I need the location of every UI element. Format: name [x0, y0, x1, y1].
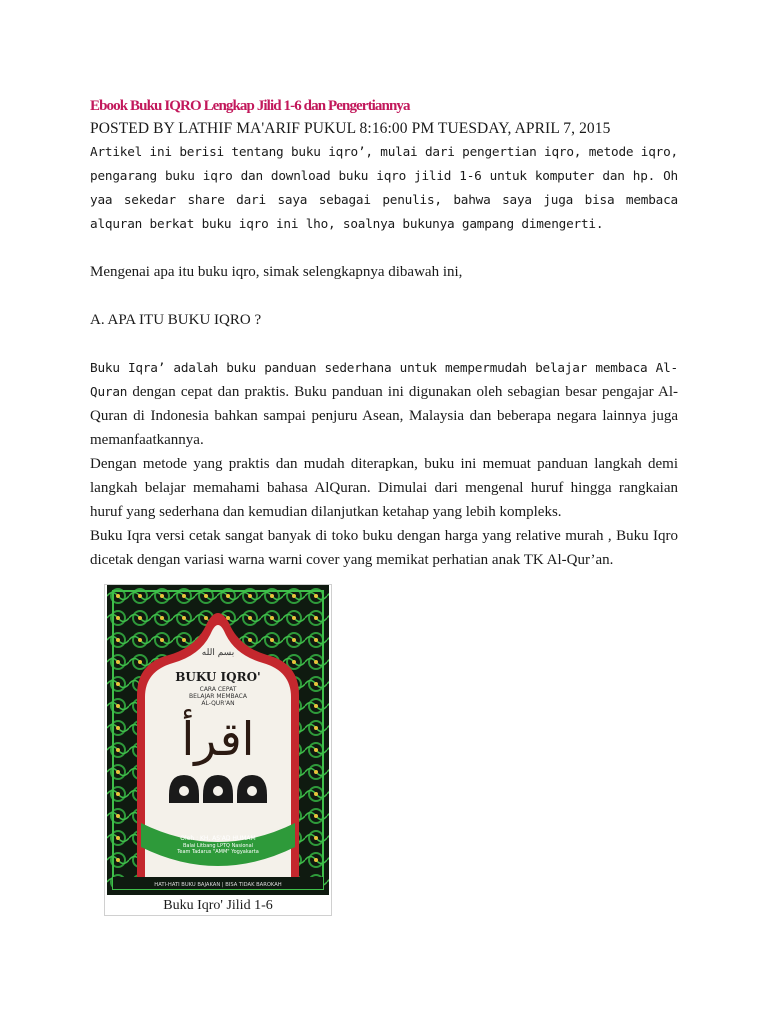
paragraph-definition-lead: Buku Iqra’ adalah buku panduan sederhana untuk mempermudah belajar membaca Al-Quran	[90, 360, 678, 399]
cover-title: BUKU IQRO'	[175, 670, 261, 684]
cover-domes	[169, 775, 267, 803]
cover-calligraphy: بسم الله	[201, 648, 235, 658]
cover-subtitle-1: CARA CEPAT	[199, 686, 237, 693]
paragraph-method: Dengan metode yang praktis dan mudah diterapkan, buku ini memuat panduan langkah demi langkah belajar memahami bahasa AlQuran. Dimulai dari mengenal huruf hingga rangkaian huruf yang sederhana dan kemudian dilanjutkan ketahap yang lebih kompleks.	[90, 456, 678, 520]
cover-author-2: Balai Litbang LPTQ Nasional	[182, 843, 254, 849]
paragraph-definition	[90, 356, 678, 452]
intro-paragraph	[90, 140, 678, 236]
book-cover-illustration	[107, 585, 329, 895]
cover-subtitle-2: BELAJAR MEMBACA	[189, 693, 247, 700]
cover-subtitle-3: AL-QUR'AN	[201, 700, 235, 707]
article	[90, 96, 678, 572]
article-title[interactable]: Ebook Buku IQRO Lengkap Jilid 1-6 dan Pengertiannya	[90, 98, 410, 114]
cover-footer: HATI-HATI BUKU BAJAKAN | BISA TIDAK BAROKAH	[154, 882, 282, 888]
section-heading: A. APA ITU BUKU IQRO ?	[90, 312, 262, 328]
paragraph-print: Buku Iqra versi cetak sangat banyak di toko buku dengan harga yang relative murah , Buku Iqro dicetak dengan variasi warna warni cover yang memikat perhatian anak TK Al-Qur’an.	[90, 528, 678, 568]
cover-author-1: Oleh : KH. AS'AD HUMAM	[180, 835, 256, 842]
paragraph-definition-rest: dengan cepat dan praktis. Buku panduan ini digunakan oleh sebagian besar pengajar Al-Quran di Indonesia bahkan sampai penjuru Asean, Malaysia dan beberapa negara lainnya juga memanfaatkannya.	[90, 384, 678, 448]
cover-author-3: Team Tadarus "AMM" Yogyakarta	[177, 849, 259, 855]
intro-text: Artikel ini berisi tentang buku iqro’, mulai dari pengertian iqro, metode iqro, pengarang buku iqro dan download buku iqro jilid 1-6 untuk komputer dan hp. Oh yaa sekedar share dari saya sebagai penulis, bahwa saya juga bisa membaca alquran berkat buku iqro ini lho, soalnya bukunya gampang dimengerti.	[90, 144, 678, 231]
posted-line: POSTED BY LATHIF MA'ARIF PUKUL 8:16:00 PM TUESDAY, APRIL 7, 2015	[90, 120, 611, 137]
figure-caption: Buku Iqro' Jilid 1-6	[163, 898, 273, 913]
book-figure	[104, 584, 332, 916]
cover-arabic-iqra: اقرأ	[181, 712, 255, 766]
lead-paragraph: Mengenai apa itu buku iqro, simak selengkapnya dibawah ini,	[90, 264, 463, 280]
book-cover-image	[107, 585, 329, 895]
